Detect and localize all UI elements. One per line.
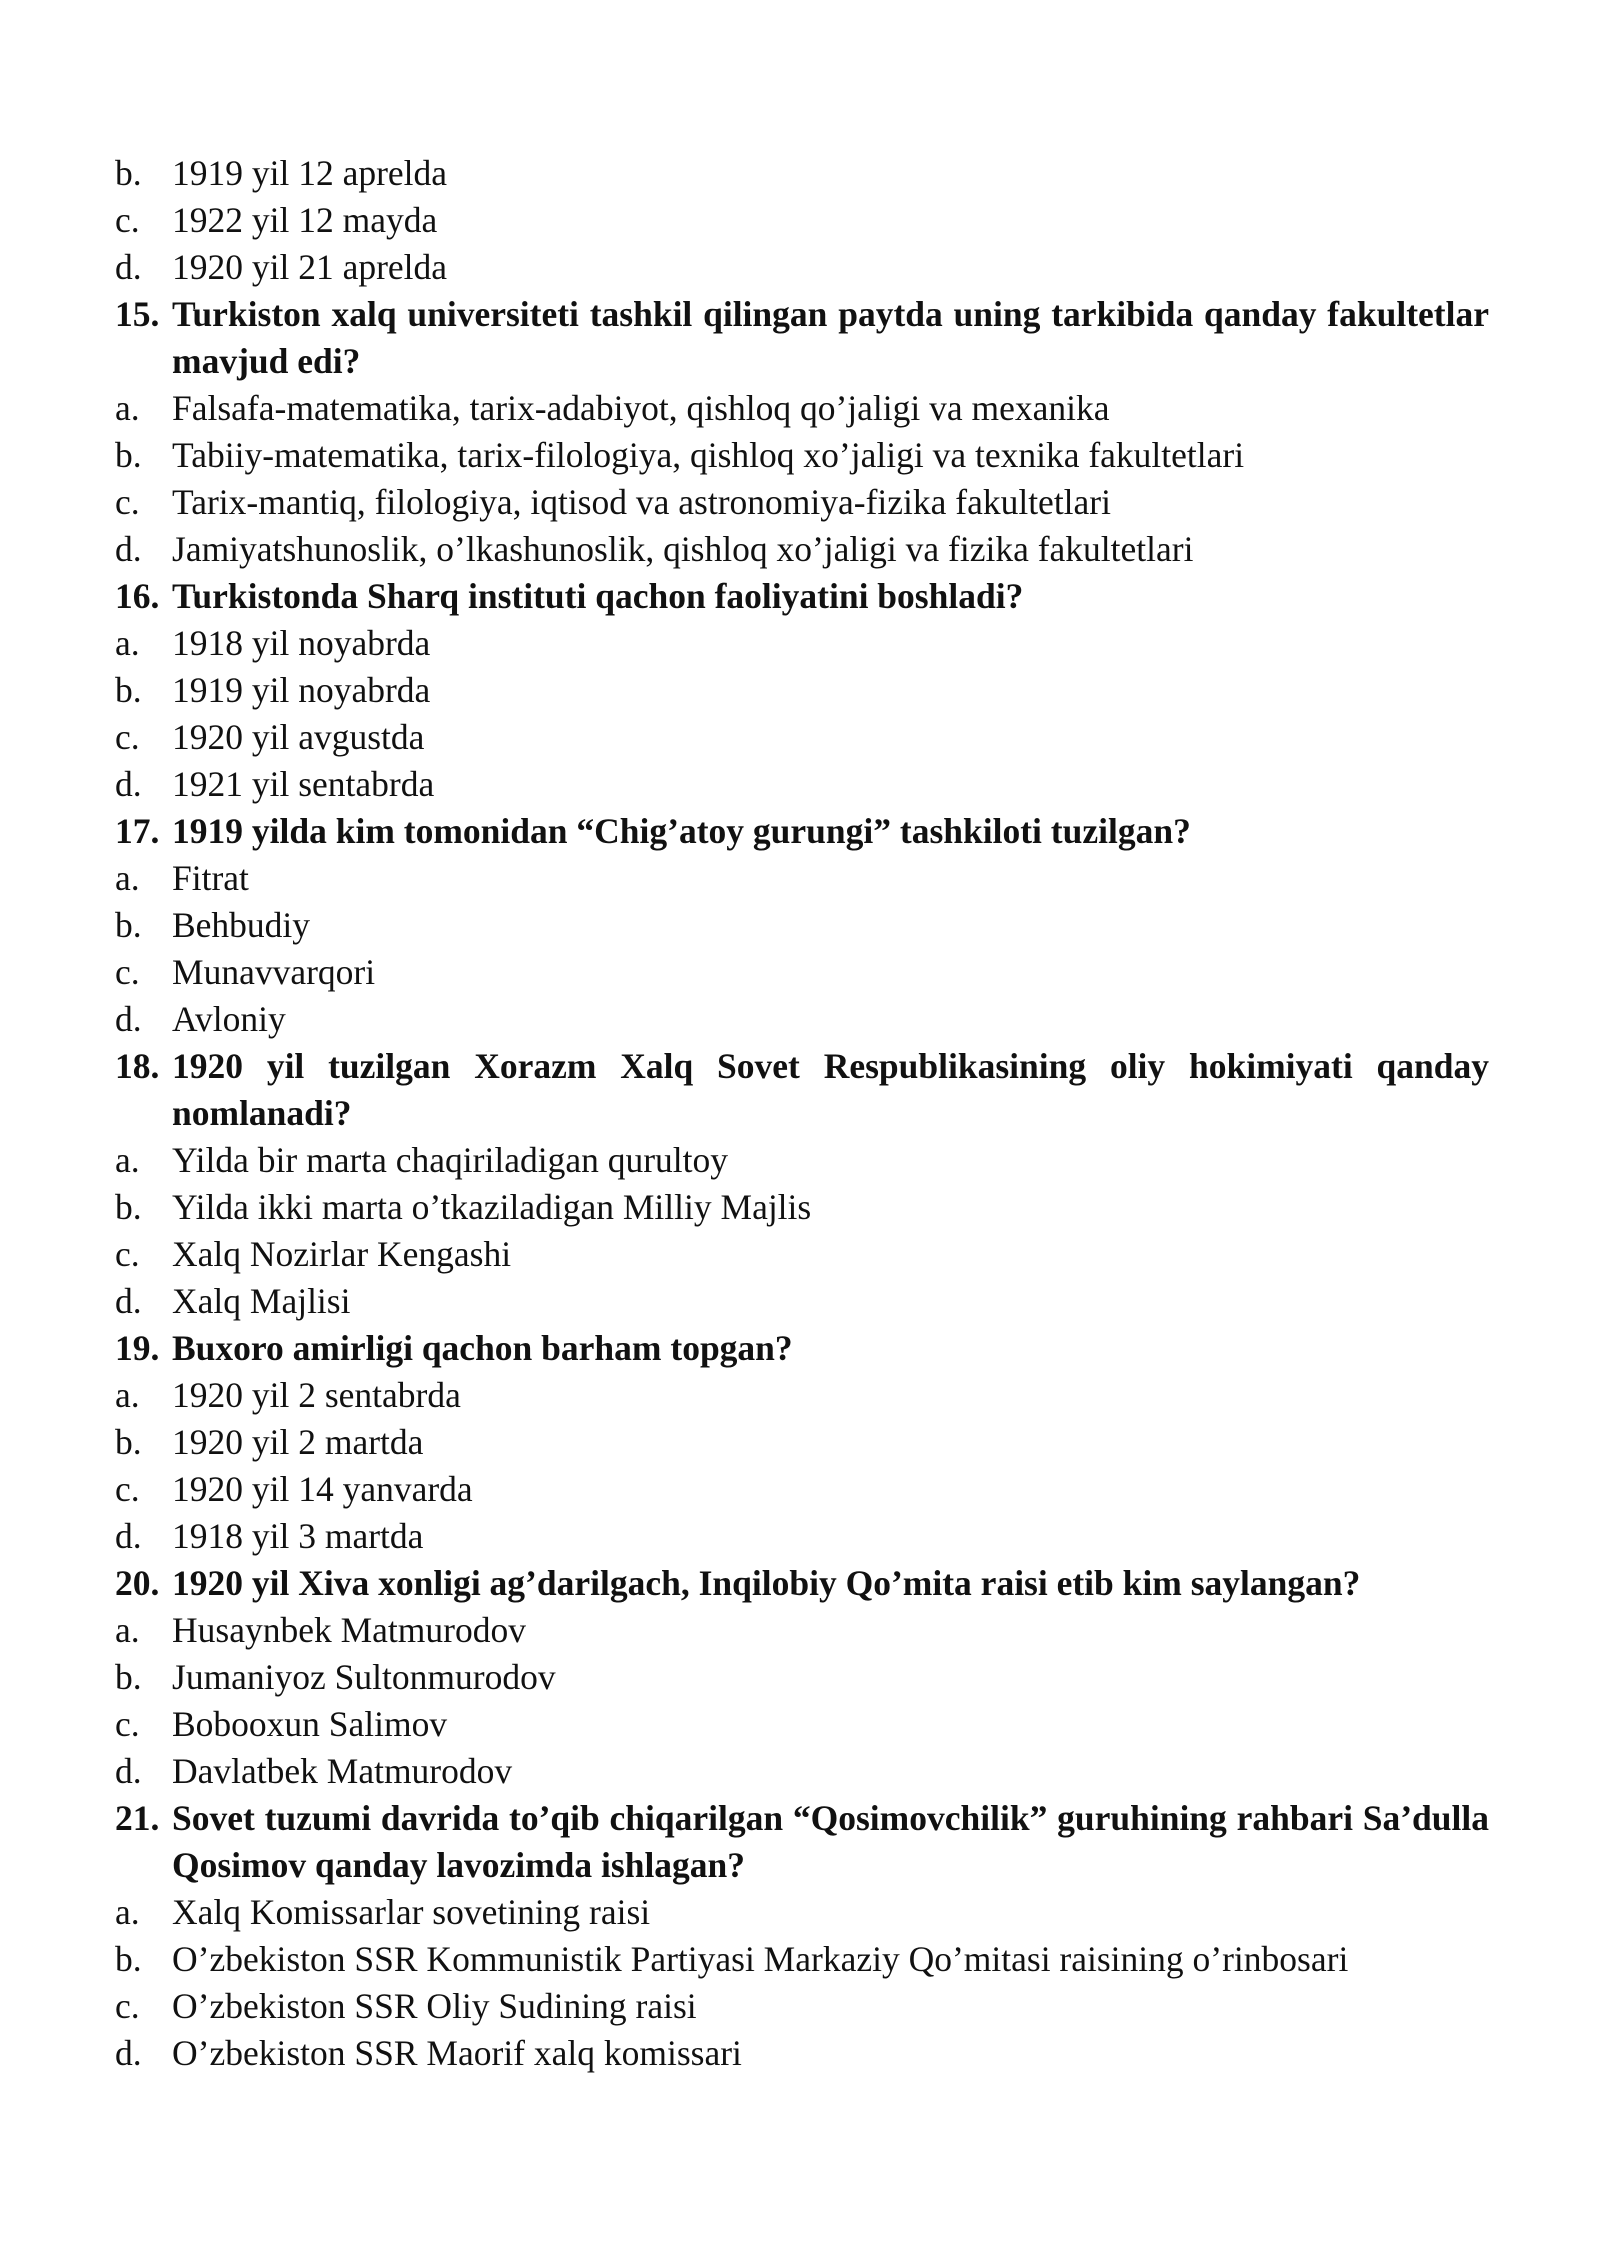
option-text: 1920 yil 21 aprelda: [172, 247, 448, 287]
question-text: Buxoro amirligi qachon barham topgan?: [172, 1328, 793, 1368]
option-text: Jamiyatshunoslik, o’lkashunoslik, qishloq xo’jaligi va fizika fakultetlari: [172, 529, 1194, 569]
option-item: [115, 1654, 1489, 1701]
quiz-content: [115, 150, 1489, 2077]
option-letter: c.: [115, 200, 140, 240]
question-text: Turkistonda Sharq instituti qachon faoliyatini boshladi?: [172, 576, 1024, 616]
option-letter: c.: [115, 482, 140, 522]
option-letter: d.: [115, 2033, 142, 2073]
option-letter: d.: [115, 1751, 142, 1791]
option-letter: c.: [115, 1986, 140, 2026]
option-text: Husaynbek Matmurodov: [172, 1610, 526, 1650]
option-text: 1922 yil 12 mayda: [172, 200, 438, 240]
option-text: 1918 yil 3 martda: [172, 1516, 424, 1556]
option-item: [115, 1701, 1489, 1748]
question-number: 19.: [115, 1328, 160, 1368]
option-letter: b.: [115, 905, 142, 945]
option-item: [115, 667, 1489, 714]
option-text: Yilda bir marta chaqiriladigan qurultoy: [172, 1140, 729, 1180]
option-letter: b.: [115, 153, 142, 193]
question-text: 1920 yil Xiva xonligi ag’darilgach, Inqilobiy Qo’mita raisi etib kim saylangan?: [172, 1563, 1361, 1603]
question-number: 16.: [115, 576, 160, 616]
option-item: [115, 2030, 1489, 2077]
option-text: Xalq Komissarlar sovetining raisi: [172, 1892, 651, 1932]
option-letter: c.: [115, 952, 140, 992]
option-text: O’zbekiston SSR Maorif xalq komissari: [172, 2033, 742, 2073]
option-letter: c.: [115, 1234, 140, 1274]
question-18: [115, 1043, 1489, 1137]
option-item: [115, 1889, 1489, 1936]
option-item: [115, 902, 1489, 949]
question-15: [115, 291, 1489, 385]
option-letter: a.: [115, 388, 140, 428]
option-item: [115, 244, 1489, 291]
option-text: Tarix-mantiq, filologiya, iqtisod va astronomiya-fizika fakultetlari: [172, 482, 1111, 522]
option-item: [115, 1278, 1489, 1325]
option-letter: a.: [115, 1892, 140, 1932]
option-letter: d.: [115, 764, 142, 804]
option-text: Jumaniyoz Sultonmurodov: [172, 1657, 556, 1697]
option-text: 1919 yil noyabrda: [172, 670, 431, 710]
option-item: [115, 385, 1489, 432]
option-item: [115, 855, 1489, 902]
option-letter: d.: [115, 529, 142, 569]
option-letter: c.: [115, 1704, 140, 1744]
option-letter: b.: [115, 1939, 142, 1979]
question-number: 15.: [115, 294, 160, 334]
question-19: [115, 1325, 1489, 1372]
option-item: [115, 1137, 1489, 1184]
option-letter: c.: [115, 717, 140, 757]
question-number: 18.: [115, 1046, 160, 1086]
option-text: Munavvarqori: [172, 952, 376, 992]
option-letter: b.: [115, 1422, 142, 1462]
option-item: [115, 1607, 1489, 1654]
option-text: 1920 yil 14 yanvarda: [172, 1469, 473, 1509]
option-text: Behbudiy: [172, 905, 311, 945]
option-text: O’zbekiston SSR Kommunistik Partiyasi Markaziy Qo’mitasi raisining o’rinbosari: [172, 1939, 1349, 1979]
option-letter: a.: [115, 623, 140, 663]
option-text: Falsafa-matematika, tarix-adabiyot, qishloq qo’jaligi va mexanika: [172, 388, 1110, 428]
option-letter: a.: [115, 1140, 140, 1180]
option-letter: c.: [115, 1469, 140, 1509]
option-letter: b.: [115, 1187, 142, 1227]
option-letter: a.: [115, 1610, 140, 1650]
question-20: [115, 1560, 1489, 1607]
option-text: Fitrat: [172, 858, 249, 898]
question-text: 1919 yilda kim tomonidan “Chig’atoy gurungi” tashkiloti tuzilgan?: [172, 811, 1191, 851]
option-item: [115, 996, 1489, 1043]
question-text: Turkiston xalq universiteti tashkil qilingan paytda uning tarkibida qanday fakultetlar mavjud edi?: [172, 294, 1489, 381]
option-item: [115, 714, 1489, 761]
question-text: Sovet tuzumi davrida to’qib chiqarilgan “Qosimovchilik” guruhining rahbari Sa’dulla Qosimov qanday lavozimda ishlagan?: [172, 1798, 1489, 1885]
option-letter: b.: [115, 670, 142, 710]
option-item: [115, 1184, 1489, 1231]
option-letter: d.: [115, 1516, 142, 1556]
option-item: [115, 620, 1489, 667]
option-text: Bobooxun Salimov: [172, 1704, 448, 1744]
option-text: Tabiiy-matematika, tarix-filologiya, qishloq xo’jaligi va texnika fakultetlari: [172, 435, 1245, 475]
option-text: Xalq Majlisi: [172, 1281, 351, 1321]
option-text: 1920 yil 2 martda: [172, 1422, 424, 1462]
option-text: 1920 yil 2 sentabrda: [172, 1375, 461, 1415]
option-text: Xalq Nozirlar Kengashi: [172, 1234, 512, 1274]
option-item: [115, 150, 1489, 197]
option-letter: a.: [115, 1375, 140, 1415]
option-text: 1918 yil noyabrda: [172, 623, 431, 663]
option-item: [115, 1936, 1489, 1983]
question-number: 21.: [115, 1798, 160, 1838]
question-text: 1920 yil tuzilgan Xorazm Xalq Sovet Respublikasining oliy hokimiyati qanday nomlanadi?: [172, 1046, 1489, 1133]
option-text: 1921 yil sentabrda: [172, 764, 435, 804]
option-text: Avloniy: [172, 999, 286, 1039]
option-text: 1920 yil avgustda: [172, 717, 425, 757]
option-item: [115, 1419, 1489, 1466]
option-item: [115, 1983, 1489, 2030]
option-item: [115, 1466, 1489, 1513]
option-item: [115, 949, 1489, 996]
option-item: [115, 197, 1489, 244]
question-number: 17.: [115, 811, 160, 851]
question-21: [115, 1795, 1489, 1889]
option-text: Yilda ikki marta o’tkaziladigan Milliy Majlis: [172, 1187, 812, 1227]
option-item: [115, 479, 1489, 526]
option-item: [115, 1231, 1489, 1278]
option-item: [115, 1748, 1489, 1795]
option-letter: d.: [115, 247, 142, 287]
option-letter: b.: [115, 1657, 142, 1697]
option-item: [115, 1513, 1489, 1560]
option-letter: d.: [115, 999, 142, 1039]
option-text: 1919 yil 12 aprelda: [172, 153, 448, 193]
option-letter: b.: [115, 435, 142, 475]
option-letter: a.: [115, 858, 140, 898]
option-text: O’zbekiston SSR Oliy Sudining raisi: [172, 1986, 697, 2026]
option-item: [115, 432, 1489, 479]
question-number: 20.: [115, 1563, 160, 1603]
option-letter: d.: [115, 1281, 142, 1321]
option-text: Davlatbek Matmurodov: [172, 1751, 513, 1791]
option-item: [115, 526, 1489, 573]
question-17: [115, 808, 1489, 855]
option-item: [115, 1372, 1489, 1419]
question-16: [115, 573, 1489, 620]
option-item: [115, 761, 1489, 808]
